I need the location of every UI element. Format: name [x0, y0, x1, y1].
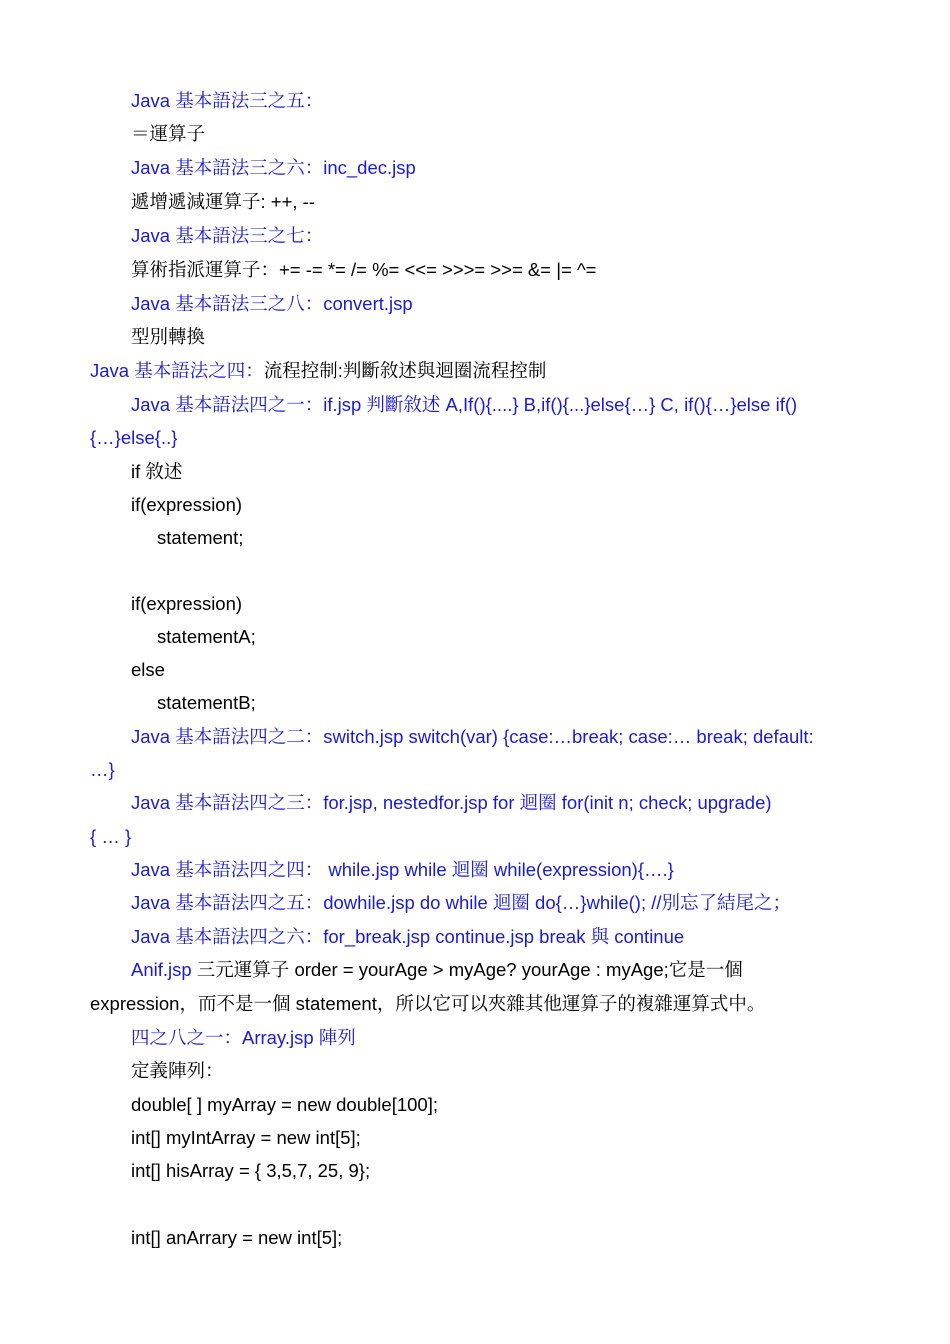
heading-4-3-cont: { … }: [90, 826, 132, 847]
text-line: 型別轉換: [131, 326, 206, 347]
heading-3-6: Java 基本語法三之六：inc_dec.jsp: [131, 157, 416, 178]
heading-4-2: Java 基本語法四之二：switch.jsp switch(var) {case:…break; case:… break; default:: [131, 726, 814, 747]
code-line: int[] myIntArray = new int[5];: [131, 1127, 361, 1148]
code-line: statementB;: [157, 692, 256, 713]
anif-file-label: Anif.jsp: [131, 959, 192, 980]
section-heading-4: [90, 359, 546, 383]
code-line: statement;: [157, 527, 244, 548]
heading-4-8-1: 四之八之一：Array.jsp 陣列: [131, 1027, 356, 1048]
code-line: statementA;: [157, 626, 256, 647]
text-line: ＝運算子: [131, 123, 206, 144]
text-line: if 敘述: [131, 461, 183, 482]
heading-4-3: Java 基本語法四之三：for.jsp, nestedfor.jsp for 迴圈 for(init n; check; upgrade): [131, 792, 772, 813]
code-line: double[ ] myArray = new double[100];: [131, 1094, 438, 1115]
section-heading-4-subtitle: 流程控制:判斷敘述與迴圈流程控制: [263, 360, 547, 381]
text-line: 定義陣列：: [131, 1060, 224, 1081]
heading-4-4: Java 基本語法四之四： while.jsp while 迴圈 while(expression){….}: [131, 859, 674, 880]
ternary-line: [131, 958, 743, 982]
heading-3-8: Java 基本語法三之八：convert.jsp: [131, 293, 413, 314]
ternary-text: 三元運算子 order = yourAge > myAge? yourAge : myAge;它是一個: [191, 959, 743, 980]
section-heading-4-title: Java 基本語法之四：: [90, 360, 264, 381]
heading-4-5: Java 基本語法四之五：dowhile.jsp do while 迴圈 do{…}while(); //別忘了結尾之；: [131, 892, 792, 913]
code-line: int[] hisArray = { 3,5,7, 25, 9};: [131, 1160, 371, 1181]
heading-3-5: Java 基本語法三之五：: [131, 90, 324, 111]
heading-4-1: Java 基本語法四之一：if.jsp 判斷敘述 A,If(){....} B,if(){...}else{…} C, if(){…}else if(): [131, 394, 798, 415]
heading-4-1-cont: {…}else{..}: [90, 427, 178, 448]
heading-4-6: Java 基本語法四之六：for_break.jsp continue.jsp break 與 continue: [131, 926, 685, 947]
code-line: if(expression): [131, 593, 243, 614]
text-line: expression，而不是一個 statement，所以它可以夾雜其他運算子的複雜運算式中。: [90, 993, 766, 1014]
code-line: else: [131, 659, 165, 680]
text-line: 遞增遞減運算子: ++, --: [131, 191, 315, 212]
text-line: 算術指派運算子：+= -= *= /= %= <<= >>>= >>= &= |= ^=: [131, 259, 597, 280]
code-line: if(expression): [131, 494, 243, 515]
heading-3-7: Java 基本語法三之七：: [131, 225, 324, 246]
code-line: int[] anArrary = new int[5];: [131, 1227, 343, 1248]
heading-4-2-cont: …}: [90, 759, 115, 780]
